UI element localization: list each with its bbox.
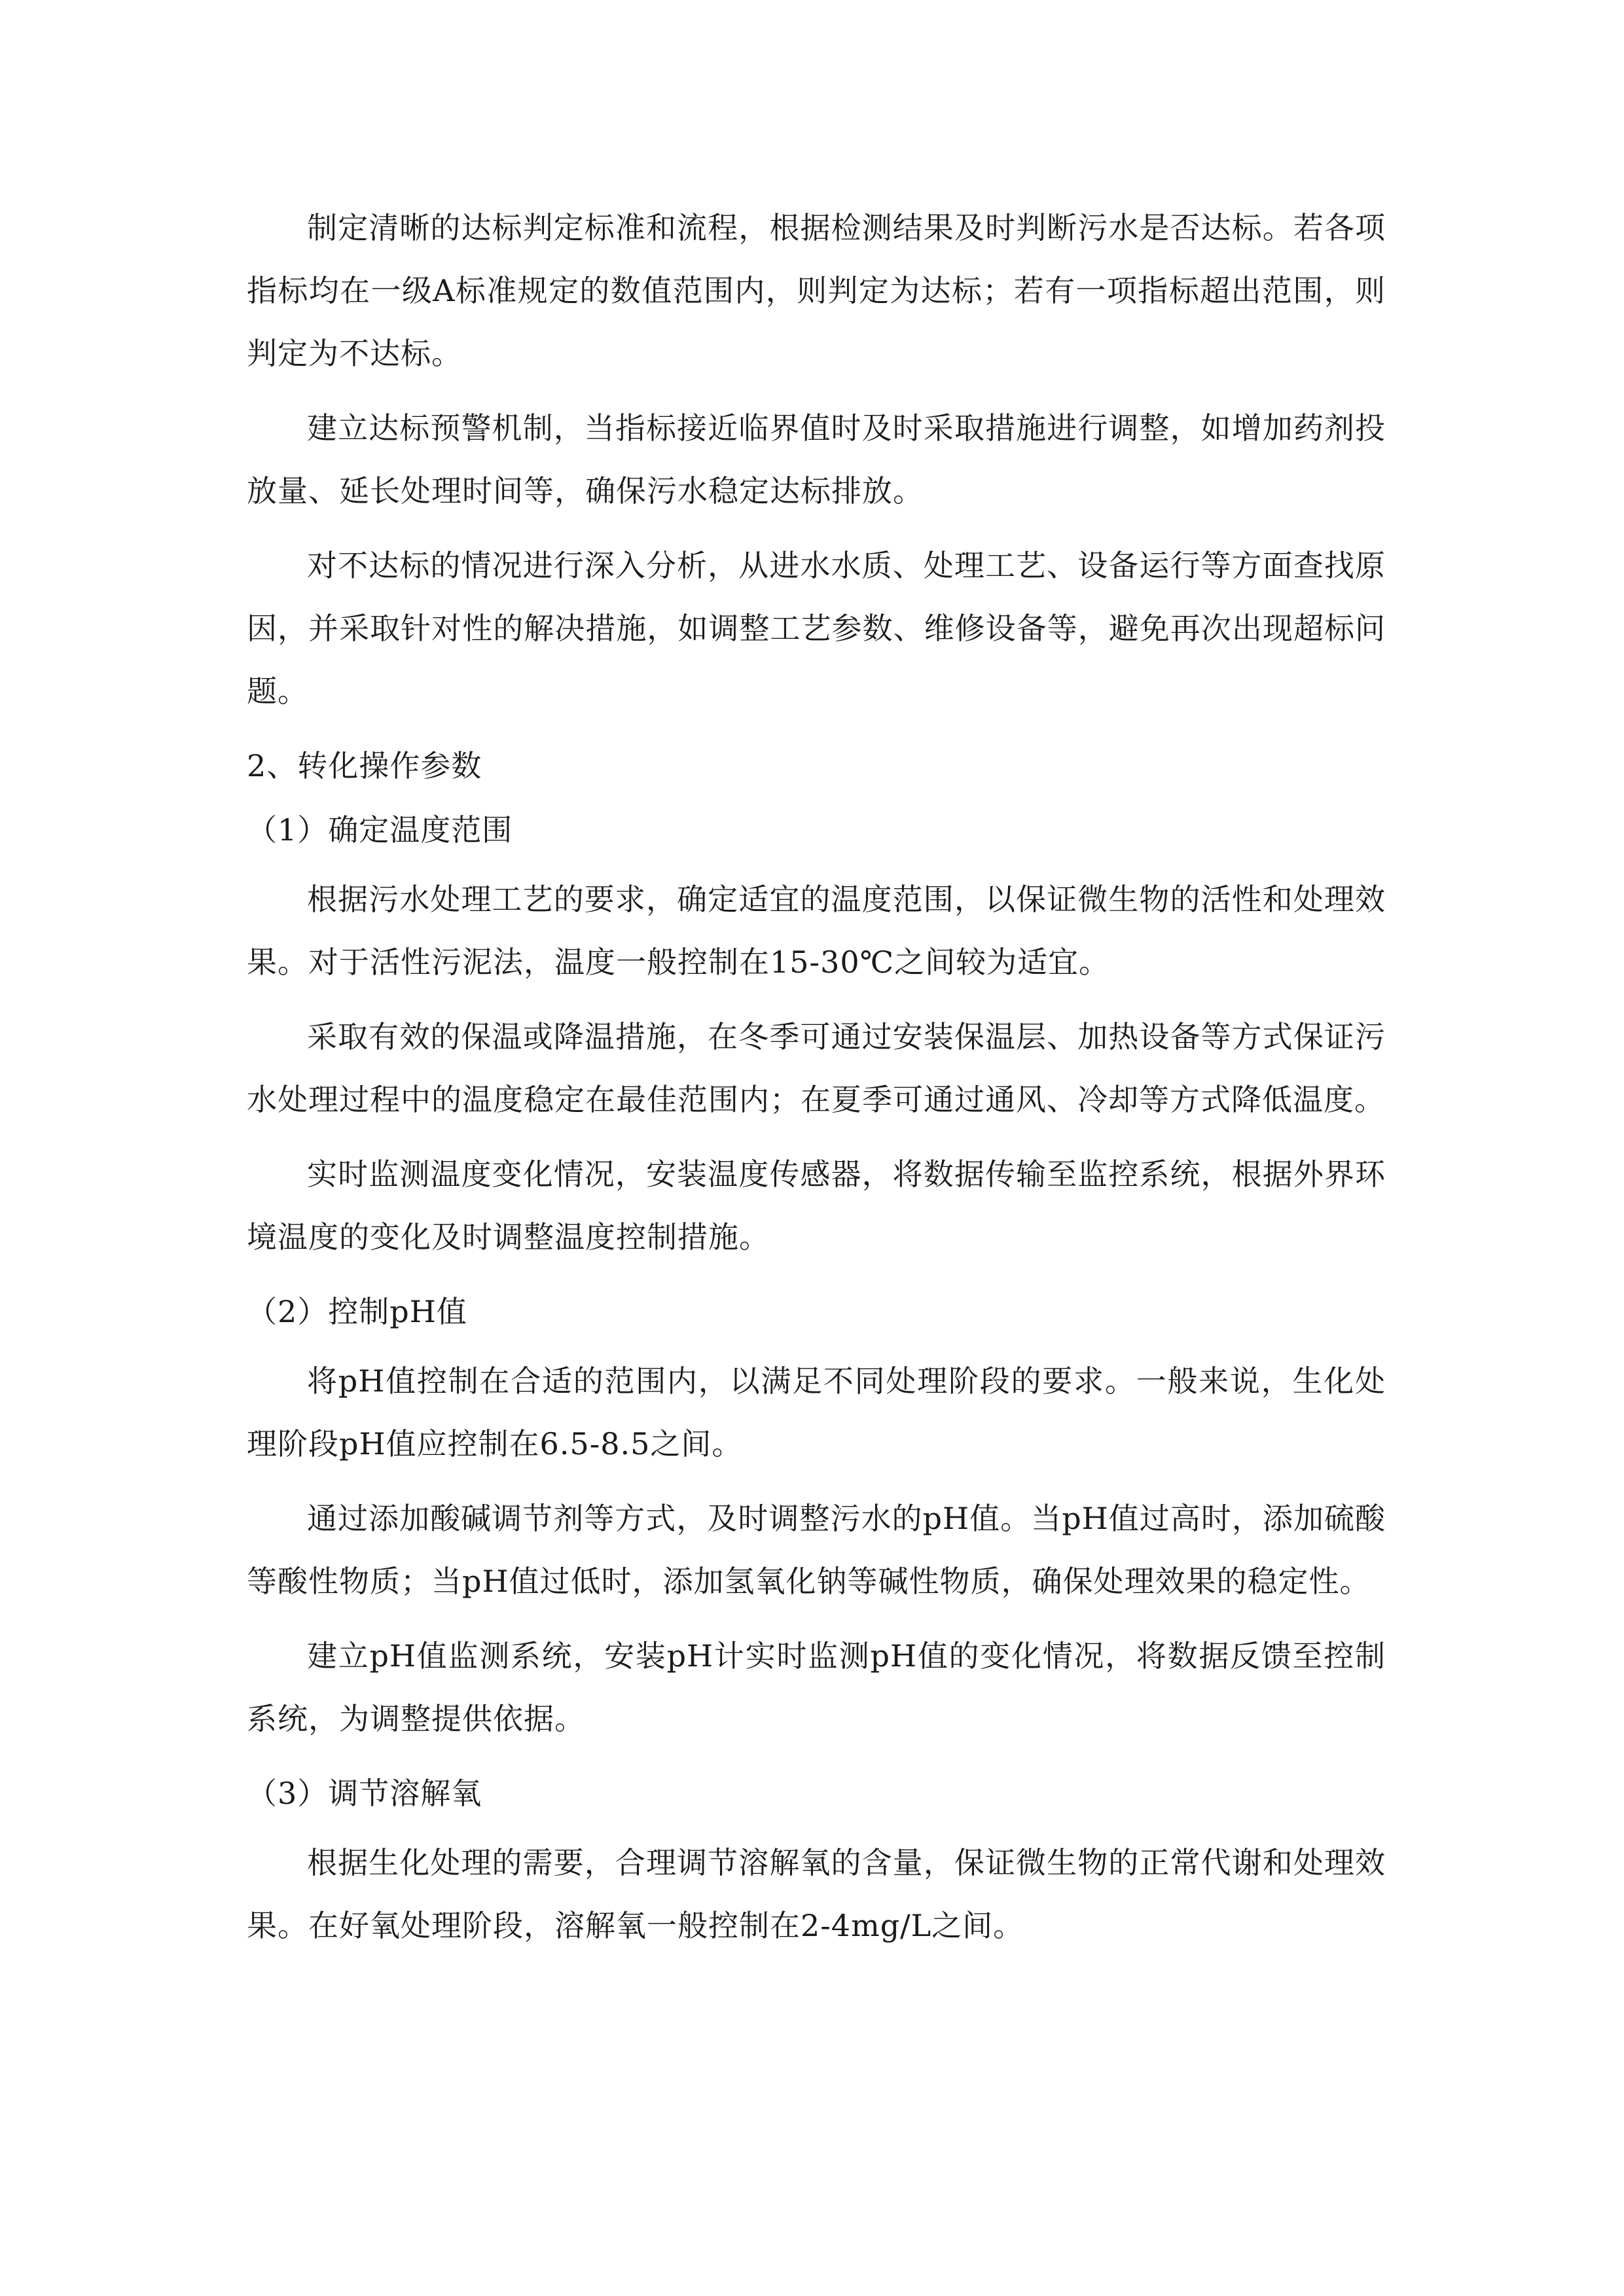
paragraph: 将pH值控制在合适的范围内，以满足不同处理阶段的要求。一般来说，生化处理阶段pH值应控制在6.5-8.5之间。 [247, 1363, 1386, 1462]
paragraph: 通过添加酸碱调节剂等方式，及时调整污水的pH值。当pH值过高时，添加硫酸等酸性物质；当pH值过低时，添加氢氧化钠等碱性物质，确保处理效果的稳定性。 [247, 1501, 1386, 1599]
paragraph: 建立达标预警机制，当指标接近临界值时及时采取措施进行调整，如增加药剂投放量、延长处理时间等，确保污水稳定达标排放。 [247, 410, 1386, 509]
paragraph: 制定清晰的达标判定标准和流程，根据检测结果及时判断污水是否达标。若各项指标均在一级A标准规定的数值范围内，则判定为达标；若有一项指标超出范围，则判定为不达标。 [247, 210, 1386, 371]
paragraph: 根据污水处理工艺的要求，确定适宜的温度范围，以保证微生物的活性和处理效果。对于活性污泥法，温度一般控制在15-30℃之间较为适宜。 [247, 882, 1386, 980]
paragraph: 实时监测温度变化情况，安装温度传感器，将数据传输至监控系统，根据外界环境温度的变化及时调整温度控制措施。 [247, 1157, 1386, 1255]
paragraph: 对不达标的情况进行深入分析，从进水水质、处理工艺、设备运行等方面查找原因，并采取针对性的解决措施，如调整工艺参数、维修设备等，避免再次出现超标问题。 [247, 548, 1386, 709]
paragraph: 采取有效的保温或降温措施，在冬季可通过安装保温层、加热设备等方式保证污水处理过程中的温度稳定在最佳范围内；在夏季可通过通风、冷却等方式降低温度。 [247, 1019, 1386, 1117]
subsection-heading-dissolved-oxygen: （3）调节溶解氧 [247, 1776, 482, 1811]
paragraph: 建立pH值监测系统，安装pH计实时监测pH值的变化情况，将数据反馈至控制系统，为调整提供依据。 [247, 1638, 1386, 1736]
subsection-heading-temperature: （1）确定温度范围 [247, 812, 513, 848]
subsection-heading-ph: （2）控制pH值 [247, 1294, 467, 1329]
section-heading: 2、转化操作参数 [247, 748, 482, 783]
paragraph: 根据生化处理的需要，合理调节溶解氧的含量，保证微生物的正常代谢和处理效果。在好氧处理阶段，溶解氧一般控制在2-4mg/L之间。 [247, 1845, 1386, 1943]
document-body [247, 196, 1386, 1969]
